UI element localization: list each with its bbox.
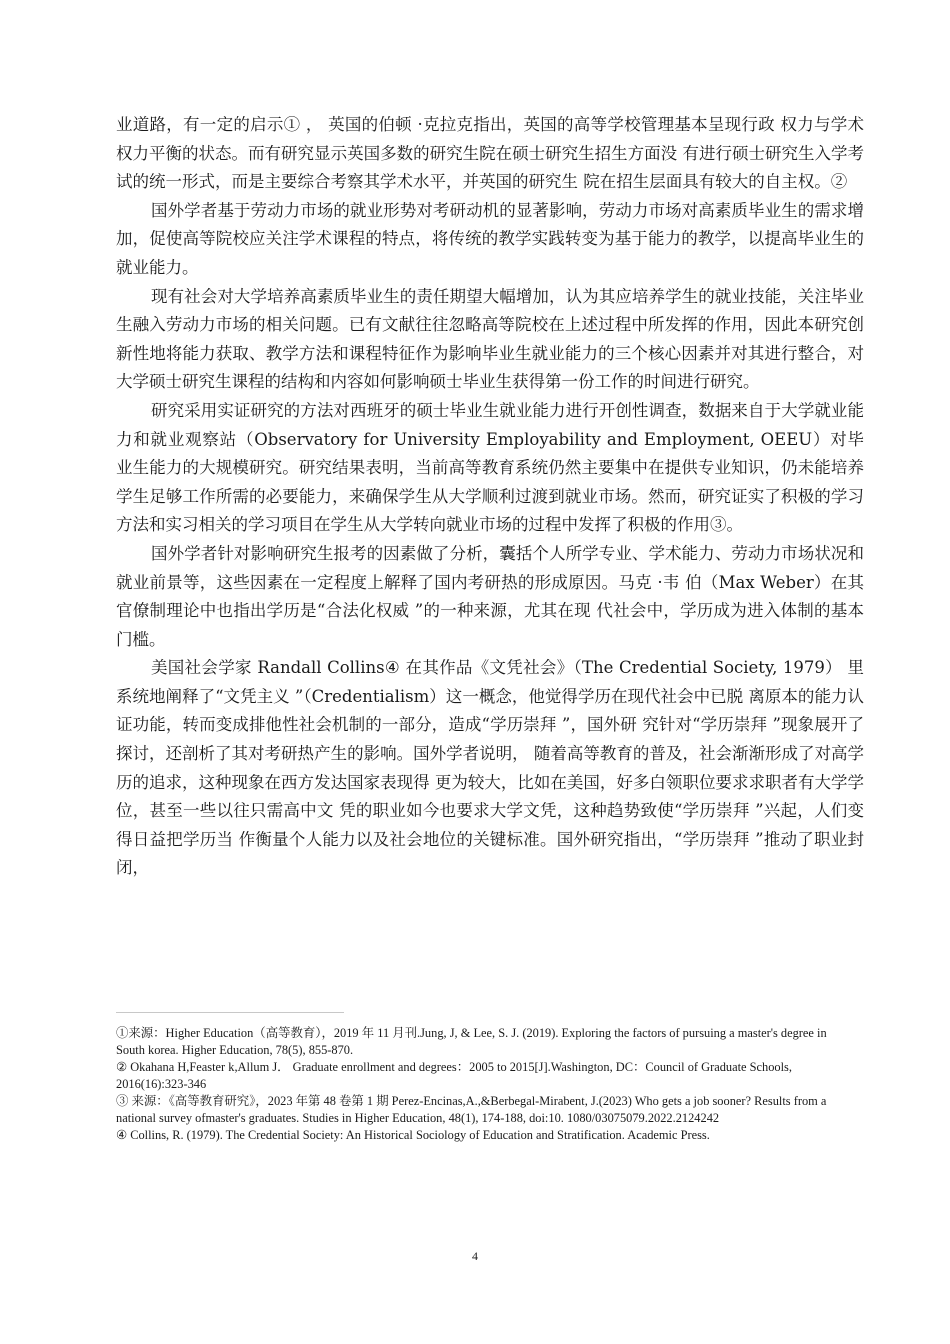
page-number: 4 [472, 1249, 478, 1263]
footnote: ④ Collins, R. (1979). The Credential Society: An Historical Sociology of Education and Stratification. Academic Press. [116, 1128, 710, 1142]
paragraph-continuation: 业道路，有一定的启示① ， 英国的伯顿 ·克拉克指出，英国的高等学校管理基本呈现行政 权力与学术权力平衡的状态。而有研究显示英国多数的研究生院在硕士研究生招生方面没 有进行硕士研究生入学考试的统一形式，而是主要综合考察其学术水平，并英国的研究生 院在招生层面具有较大的自主权。② [116, 115, 864, 192]
body-text [116, 111, 864, 883]
footnote: ② Okahana H,Feaster k,Allum J． Graduate enrollment and degrees：2005 to 2015[J].Washington, DC：Council of Graduate Schools, 2016(16):323-346 [116, 1060, 792, 1091]
footnote: ③ 来源：《高等教育研究》，2023 年第 48 卷第 1 期 Perez-Encinas,A.,&Berbegal-Mirabent, J.(2023) Who gets a job sooner? Results from a national survey ofmaster's graduates. Studies in Higher Education, 48(1), 174-188, doi:10. 1080/03075079.2022.2124242 [116, 1094, 827, 1125]
footnote-divider [116, 1012, 344, 1013]
paragraph: 现有社会对大学培养高素质毕业生的责任期望大幅增加，认为其应培养学生的就业技能，关注毕业生融入劳动力市场的相关问题。已有文献往往忽略高等院校在上述过程中所发挥的作用，因此本研究创新性地将能力获取、教学方法和课程特征作为影响毕业生就业能力的三个核心因素并对其进行整合，对大学硕士研究生课程的结构和内容如何影响硕士毕业生获得第一份工作的时间进行研究。 [116, 286, 864, 392]
paragraph: 国外学者针对影响研究生报考的因素做了分析，囊括个人所学专业、学术能力、劳动力市场状况和就业前景等，这些因素在一定程度上解释了国内考研热的形成原因。马克 ·韦 伯（Max Weber）在其官僚制理论中也指出学历是“合法化权威 ”的一种来源，尤其在现 代社会中，学历成为进入体制的基本门槛。 [116, 543, 864, 649]
paragraph: 研究采用实证研究的方法对西班牙的硕士毕业生就业能力进行开创性调查，数据来自于大学就业能力和就业观察站（Observatory for University Employability and Employment, OEEU）对毕业生能力的大规模研究。研究结果表明，当前高等教育系统仍然主要集中在提供专业知识，仍未能培养学生足够工作所需的必要能力，来确保学生从大学顺利过渡到就业市场。然而，研究证实了积极的学习方法和实习相关的学习项目在学生从大学转向就业市场的过程中发挥了积极的作用③。 [116, 400, 864, 535]
footnotes [116, 1025, 846, 1145]
footnote: ①来源：Higher Education（高等教育），2019 年 11 月刊.Jung, J, & Lee, S. J. (2019). Exploring the factors of pursuing a master's degree in South korea. Higher Education, 78(5), 855-870. [116, 1026, 827, 1057]
paragraph: 国外学者基于劳动力市场的就业形势对考研动机的显著影响，劳动力市场对高素质毕业生的需求增加，促使高等院校应关注学术课程的特点，将传统的教学实践转变为基于能力的教学，以提高毕业生的就业能力。 [116, 200, 864, 277]
paragraph: 美国社会学家 Randall Collins④ 在其作品《文凭社会》（The Credential Society, 1979） 里系统地阐释了“文凭主义 ”（Credentialism）这一概念，他觉得学历在现代社会中已脱 离原本的能力认证功能，转而变成排他性社会机制的一部分，造成“学历崇拜 ”，国外研 究针对“学历崇拜 ”现象展开了探讨，还剖析了其对考研热产生的影响。国外学者说明， 随着高等教育的普及，社会渐渐形成了对高学历的追求，这种现象在西方发达国家表现得 更为较大，比如在美国，好多白领职位要求求职者有大学学位，甚至一些以往只需高中文 凭的职业如今也要求大学文凭，这种趋势致使“学历崇拜 ”兴起，人们变得日益把学历当 作衡量个人能力以及社会地位的关键标准。国外研究指出，“学历崇拜 ”推动了职业封闭， [116, 658, 864, 878]
